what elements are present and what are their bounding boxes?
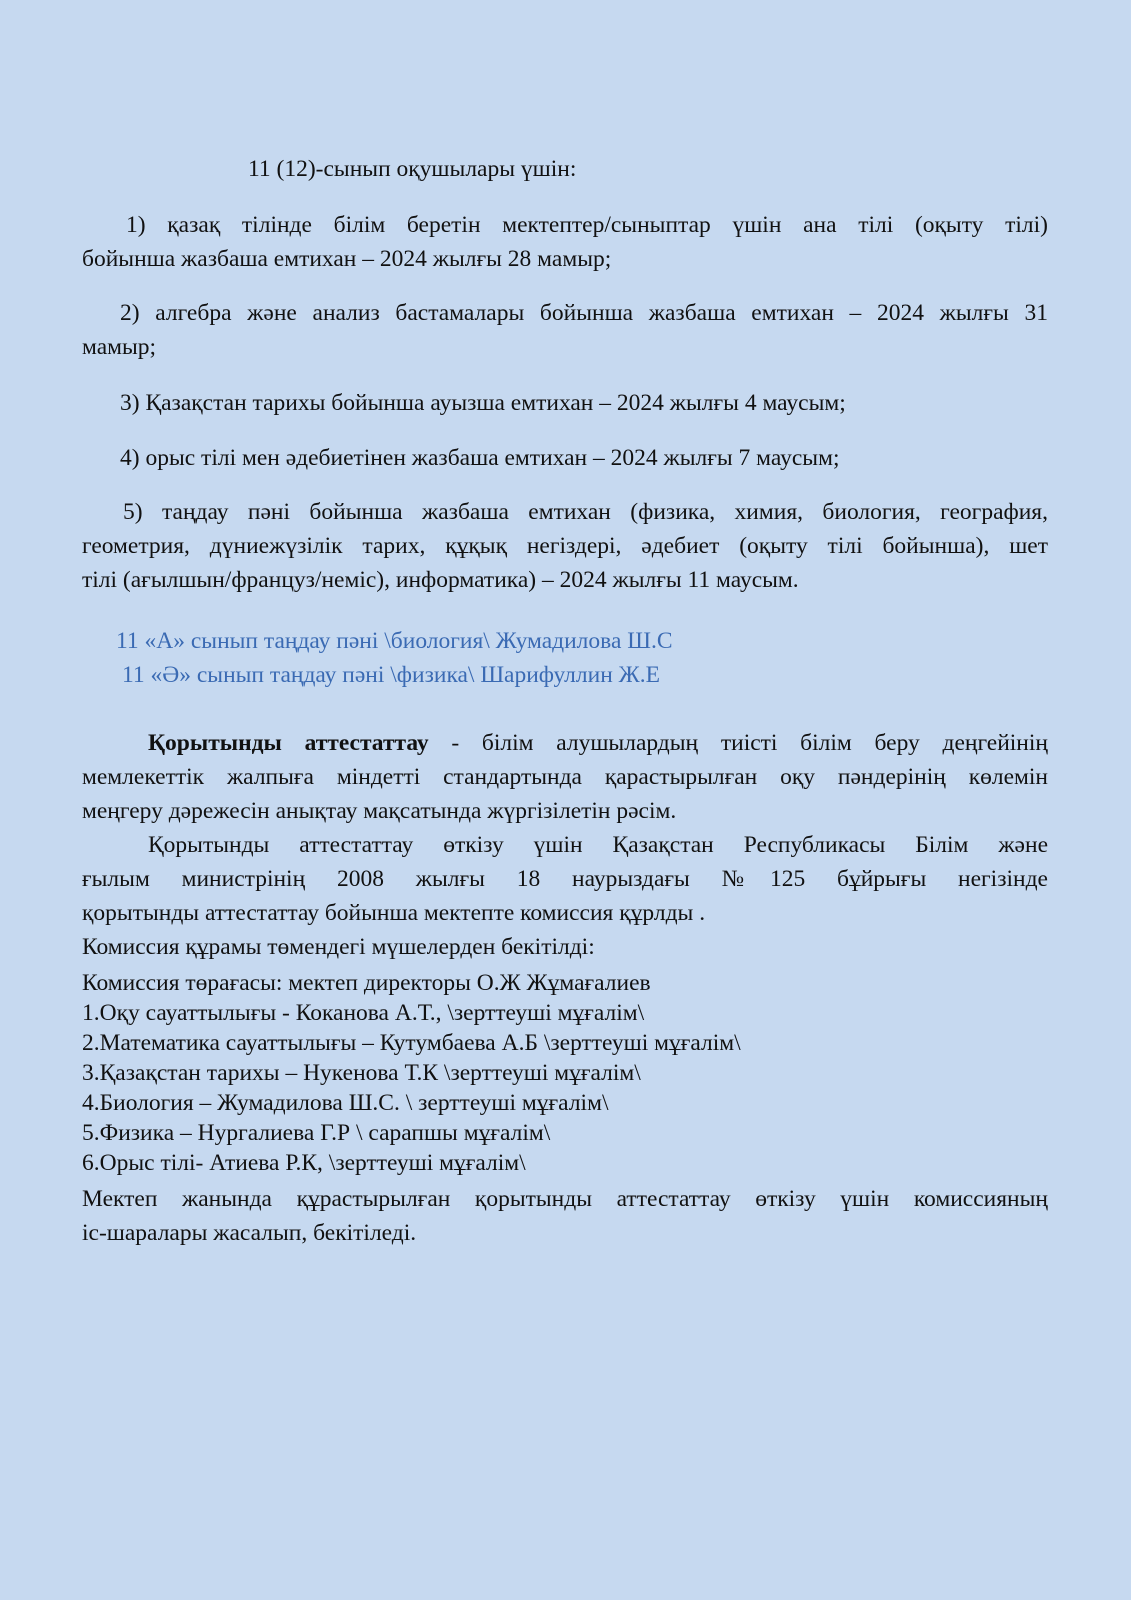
exam-item-1 [82,208,1048,276]
commission-member-5: 5.Физика – Нургалиева Г.Р \ сарапшы мұғалім\ [82,1120,551,1146]
definition-line3: меңгеру дәрежесін анықтау мақсатында жүргізілетін рәсім. [82,798,677,824]
definition-line1 [82,726,1048,760]
closing-line2: іс-шаралары жасалып, бекітіледі. [82,1220,417,1246]
order-line2: ғылым министрінің 2008 жылғы 18 наурыздағы №125 бұйрығы негізінде [82,866,1048,892]
commission-intro: Комиссия құрамы төмендегі мүшелерден бекітілді: [82,934,595,960]
heading: 11 (12)-сынып оқушылары үшін: [248,156,577,182]
order-paragraph [82,828,1048,930]
exam-item-5-line3: тілі (ағылшын/француз/неміс), информатика) – 2024 жылғы 11 маусым. [82,567,799,593]
document-page [82,0,1048,1600]
definition-paragraph [82,726,1048,828]
exam-item-3: 3) Қазақстан тарихы бойынша ауызша емтихан – 2024 жылғы 4 маусым; [120,390,846,416]
exam-item-1-line1: 1) қазақ тілінде білім беретін мектептер/сыныптар үшін ана тілі (оқыту тілі) [126,212,1048,238]
definition-term: Қорытынды аттестаттау [148,730,429,756]
commission-member-1: 1.Оқу сауаттылығы - Коканова А.Т., \зерттеуші мұғалім\ [82,1000,645,1026]
exam-item-2-line2: мамыр; [82,334,157,360]
definition-line2: мемлекеттік жалпыға міндетті стандартында қарастырылған оқу пәндерінің көлемін [82,764,1048,790]
commission-member-2: 2.Математика сауаттылығы – Кутумбаева А.Б \зерттеуші мұғалім\ [82,1030,741,1056]
order-line1: Қорытынды аттестаттау өткізу үшін Қазақстан Республикасы Білім және [148,832,1048,858]
commission-chair: Комиссия төрағасы: мектеп директоры О.Ж Жұмағалиев [82,970,651,996]
commission-member-4: 4.Биология – Жумадилова Ш.С. \ зерттеуші мұғалім\ [82,1090,609,1116]
commission-member-3: 3.Қазақстан тарихы – Нукенова Т.К \зерттеуші мұғалім\ [82,1060,641,1086]
elective-11a: 11 «А» сынып таңдау пәні \биология\ Жумадилова Ш.С [116,628,673,654]
commission-member-6: 6.Орыс тілі- Атиева Р.К, \зерттеуші мұғалім\ [82,1150,526,1176]
exam-item-1-line2: бойынша жазбаша емтихан – 2024 жылғы 28 мамыр; [82,246,612,272]
exam-item-5-line1: 5) таңдау пәні бойынша жазбаша емтихан (физика, химия, биология, география, [123,499,1048,525]
exam-item-2-line1: 2) алгебра және анализ бастамалары бойынша жазбаша емтихан – 2024 жылғы 31 [120,300,1048,326]
exam-item-4: 4) орыс тілі мен әдебиетінен жазбаша емтихан – 2024 жылғы 7 маусым; [120,445,840,471]
exam-item-5 [82,495,1048,597]
definition-line1-rest: - білім алушылардың тиісті білім беру деңгейінің [428,730,1048,756]
closing-line1: Мектеп жанында құрастырылған қорытынды аттестаттау өткізу үшін комиссияның [82,1186,1048,1212]
closing-paragraph [82,1182,1048,1250]
exam-item-5-line2: геометрия, дүниежүзілік тарих, құқық негіздері, әдебиет (оқыту тілі бойынша), шет [82,533,1048,559]
elective-11ae: 11 «Ә» сынып таңдау пәні \физика\ Шарифуллин Ж.Е [122,662,660,688]
order-line3: қорытынды аттестаттау бойынша мектепте комиссия құрлды . [82,900,706,926]
exam-item-2 [82,296,1048,364]
